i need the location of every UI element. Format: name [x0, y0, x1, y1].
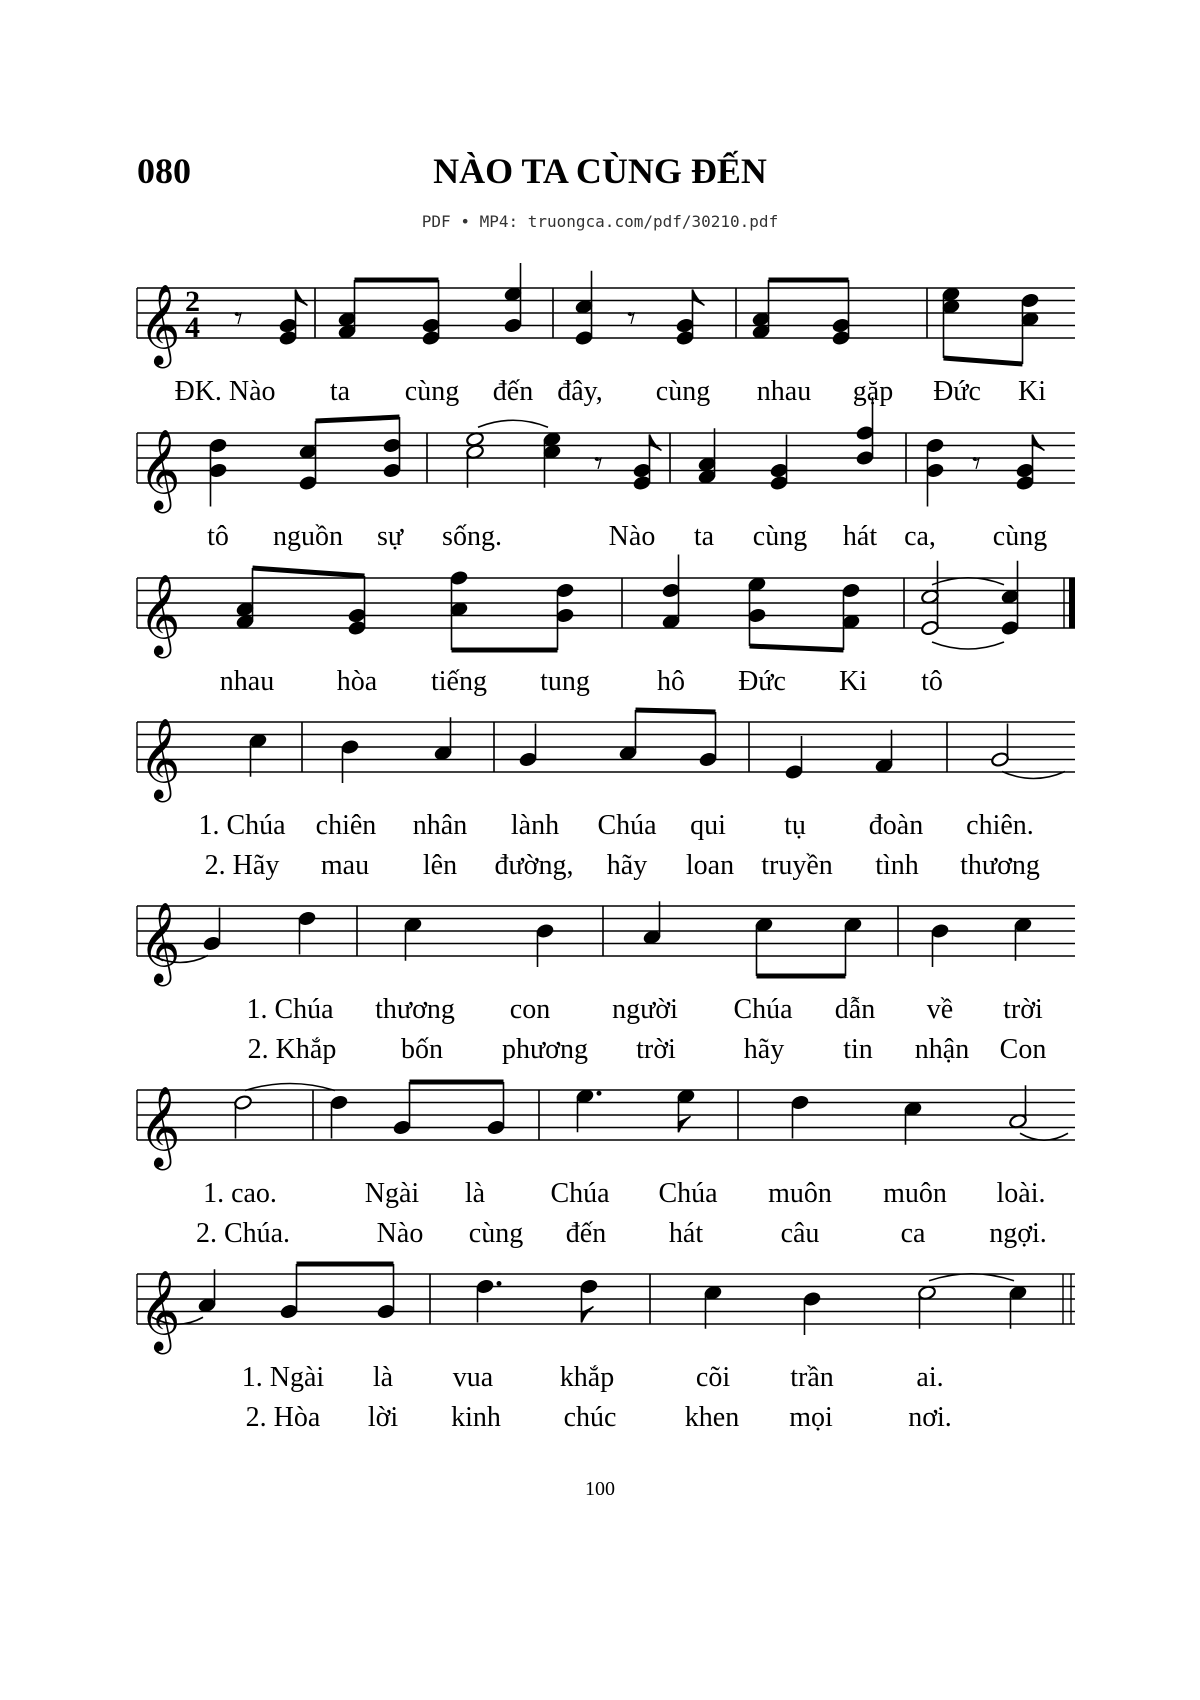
lyric-syllable: gặp — [852, 376, 894, 407]
note-head — [633, 475, 652, 491]
note-head — [676, 318, 695, 334]
note-head — [377, 1304, 396, 1320]
note-head — [383, 438, 402, 454]
lyric-syllable: câu — [780, 1218, 820, 1249]
treble-clef-icon: 𝄞 — [139, 428, 181, 510]
note-head — [383, 463, 402, 479]
lyric-syllable: muôn — [768, 1178, 832, 1209]
note-head — [487, 1120, 506, 1136]
note-beam — [316, 417, 400, 421]
lyric-syllable: hãy — [743, 1034, 785, 1065]
lyric-syllable: đến — [565, 1218, 607, 1249]
staff-system — [137, 397, 1075, 513]
lyric-syllable: Ki — [1018, 376, 1046, 407]
note-beam — [944, 358, 1023, 364]
tie — [478, 420, 548, 427]
treble-clef-icon: 𝄞 — [139, 1085, 181, 1167]
lyric-syllable: hãy — [606, 850, 648, 881]
lyric-syllable: trời — [1003, 994, 1043, 1025]
note-flag — [693, 290, 705, 306]
lyric-syllable: Chúa — [550, 1178, 610, 1209]
note-head — [575, 330, 594, 346]
note-head — [856, 425, 875, 441]
lyric-syllable: lành — [510, 810, 560, 841]
lyric-syllable: người — [612, 994, 678, 1025]
lyric-syllable: đường, — [494, 850, 574, 881]
song-number: 080 — [137, 151, 191, 191]
note-flag — [650, 435, 662, 451]
note-head — [203, 936, 222, 952]
lyric-syllable: chiên — [315, 810, 377, 841]
lyric-syllable: 2. Khắp — [247, 1034, 337, 1065]
lyric-syllable: thương — [375, 994, 455, 1025]
lyric-syllable: ca — [900, 1218, 926, 1249]
lyric-syllable: Con — [999, 1034, 1047, 1065]
lyric-syllable: loài. — [996, 1178, 1046, 1209]
lyric-syllable: là — [464, 1178, 486, 1209]
note-head — [1021, 293, 1040, 309]
tie — [932, 578, 1004, 585]
note-head — [803, 1291, 822, 1307]
lyric-syllable: trời — [636, 1034, 676, 1065]
lyric-syllable: loan — [685, 850, 735, 881]
note-head — [422, 330, 441, 346]
note-head — [791, 1095, 810, 1111]
note-head — [676, 330, 695, 346]
staff-system — [137, 555, 1075, 659]
lyric-syllable: cùng — [404, 376, 460, 407]
lyric-syllable: bốn — [401, 1034, 443, 1065]
lyric-syllable: phương — [502, 1034, 588, 1065]
lyric-syllable: Đức — [738, 666, 786, 697]
note-head — [832, 318, 851, 334]
treble-clef-icon: 𝄞 — [139, 717, 181, 799]
lyric-syllable: hô — [657, 666, 685, 697]
note-head — [330, 1095, 349, 1111]
staff-system — [137, 1082, 1075, 1170]
tie — [1020, 1133, 1068, 1140]
time-signature-bottom: 4 — [185, 311, 200, 344]
lyric-syllable: vua — [452, 1362, 494, 1393]
note-head — [633, 463, 652, 479]
note-head — [280, 1304, 299, 1320]
note-head — [1016, 475, 1035, 491]
eighth-rest-icon: 𝄾 — [972, 443, 982, 484]
lyric-syllable: đoàn — [868, 810, 924, 841]
lyric-syllable: là — [372, 1362, 394, 1393]
staff-system — [137, 1264, 1075, 1354]
lyric-syllable: nhân — [412, 810, 468, 841]
lyric-syllable: nhận — [914, 1034, 970, 1065]
note-head — [299, 475, 318, 491]
lyric-syllable: 2. Hòa — [245, 1402, 321, 1433]
lyric-syllable: đây, — [557, 376, 603, 407]
tie — [929, 1274, 1014, 1281]
lyric-syllable: qui — [690, 810, 726, 841]
note-head — [785, 764, 804, 780]
dot — [497, 1281, 502, 1286]
lyric-syllable: cùng — [655, 376, 711, 407]
lyric-syllable: muôn — [883, 1178, 947, 1209]
lyric-syllable: 1. cao. — [203, 1178, 277, 1209]
treble-clef-icon: 𝄞 — [139, 1269, 181, 1351]
note-head — [348, 620, 367, 636]
lyric-syllable: Ki — [839, 666, 867, 697]
note-head — [279, 330, 298, 346]
lyric-syllable: đến — [492, 376, 534, 407]
note-head — [209, 463, 228, 479]
lyric-syllable: hòa — [336, 666, 378, 697]
time-signature-top: 2 — [185, 285, 200, 318]
treble-clef-icon: 𝄞 — [139, 901, 181, 983]
staff-system — [137, 901, 1075, 986]
note-head — [699, 752, 718, 768]
note-head — [748, 608, 767, 624]
lyric-syllable: kinh — [451, 1402, 501, 1433]
note-head — [209, 438, 228, 454]
note-head — [1016, 463, 1035, 479]
page-number: 100 — [585, 1478, 615, 1500]
note-flag — [679, 1116, 691, 1132]
note-head — [931, 923, 950, 939]
lyric-syllable: Chúa — [597, 810, 657, 841]
eighth-rest-icon: 𝄾 — [234, 298, 244, 339]
lyric-syllable: tung — [540, 666, 590, 697]
lyric-syllable: cõi — [695, 1362, 731, 1393]
note-head — [536, 923, 555, 939]
source-link[interactable]: PDF • MP4: truongca.com/pdf/30210.pdf — [421, 212, 779, 231]
note-head — [556, 608, 575, 624]
lyric-syllable: Ngài — [364, 1178, 420, 1209]
note-head — [856, 450, 875, 466]
note-flag — [582, 1307, 594, 1323]
lyric-syllable: ta — [693, 521, 715, 552]
lyric-syllable: lời — [367, 1402, 399, 1433]
staff-system — [137, 263, 1075, 368]
note-head — [926, 438, 945, 454]
note-head — [234, 1095, 253, 1111]
lyric-syllable: tô — [207, 521, 229, 552]
lyric-syllable: dẫn — [834, 994, 876, 1025]
note-head — [662, 583, 681, 599]
lyric-syllable: cùng — [992, 521, 1048, 552]
note-head — [556, 583, 575, 599]
tie — [932, 642, 1004, 649]
note-head — [519, 752, 538, 768]
lyric-syllable: ta — [329, 376, 351, 407]
note-head — [341, 739, 360, 755]
note-flag — [296, 290, 308, 306]
lyric-syllable: chúc — [563, 1402, 617, 1433]
lyric-syllable: nhau — [219, 666, 275, 697]
note-head — [580, 1279, 599, 1295]
lyric-syllable: truyền — [761, 850, 833, 881]
lyric-syllable: 1. Chúa — [198, 810, 286, 841]
note-head — [422, 318, 441, 334]
lyric-syllable: nhau — [756, 376, 812, 407]
note-head — [348, 608, 367, 624]
note-head — [832, 330, 851, 346]
note-head — [450, 570, 469, 586]
lyric-syllable: về — [926, 994, 954, 1025]
note-beam — [253, 568, 365, 576]
lyric-syllable: 2. Chúa. — [195, 1218, 291, 1249]
lyric-syllable: khen — [684, 1402, 740, 1433]
lyric-syllable: cùng — [468, 1218, 524, 1249]
lyric-syllable: 1. Chúa — [246, 994, 334, 1025]
dot — [597, 1091, 602, 1096]
lyric-syllable: tô — [921, 666, 943, 697]
note-head — [1001, 620, 1020, 636]
note-flag — [1033, 435, 1045, 451]
staff-system — [137, 710, 1075, 802]
lyric-syllable: trần — [790, 1362, 834, 1393]
note-beam — [750, 646, 844, 650]
note-head — [842, 583, 861, 599]
lyric-syllable: hát — [668, 1218, 704, 1249]
lyric-syllable: Chúa — [658, 1178, 718, 1209]
lyric-syllable: ca, — [904, 521, 936, 552]
lyric-syllable: hát — [842, 521, 878, 552]
treble-clef-icon: 𝄞 — [139, 283, 181, 365]
note-head — [476, 1279, 495, 1295]
note-head — [921, 620, 940, 636]
treble-clef-icon: 𝄞 — [139, 573, 181, 655]
lyric-syllable: Chúa — [733, 994, 793, 1025]
eighth-rest-icon: 𝄾 — [594, 443, 604, 484]
lyric-syllable: khắp — [559, 1362, 615, 1393]
note-head — [991, 752, 1010, 768]
lyric-syllable: tin — [843, 1034, 873, 1065]
lyric-syllable: Nào — [608, 521, 656, 552]
lyric-syllable: 1. Ngài — [241, 1362, 325, 1393]
lyric-syllable: tiếng — [431, 666, 487, 697]
lyric-syllable: cùng — [752, 521, 808, 552]
lyric-syllable: 2. Hãy — [204, 850, 280, 881]
lyric-syllable: mọi — [789, 1402, 833, 1433]
lyric-syllable: ngợi. — [989, 1218, 1047, 1249]
lyric-syllable: tình — [875, 850, 919, 881]
note-head — [926, 463, 945, 479]
lyric-syllable: ai. — [916, 1362, 944, 1393]
lyric-syllable: ĐK. Nào — [174, 376, 276, 407]
lyric-syllable: Đức — [933, 376, 981, 407]
lyric-syllable: con — [509, 994, 551, 1025]
lyric-syllable: chiên. — [966, 810, 1034, 841]
lyric-syllable: thương — [960, 850, 1040, 881]
lyric-syllable: nguồn — [273, 521, 343, 552]
lyric-syllable: Nào — [376, 1218, 424, 1249]
lyric-syllable: tụ — [784, 810, 806, 841]
note-head — [279, 318, 298, 334]
lyric-syllable: lên — [422, 850, 458, 881]
note-head — [770, 475, 789, 491]
lyric-syllable: mau — [320, 850, 370, 881]
note-beam — [636, 710, 716, 712]
note-head — [504, 318, 523, 334]
note-head — [770, 463, 789, 479]
note-head — [298, 911, 317, 927]
lyric-syllable: sự — [376, 521, 404, 552]
song-title: NÀO TA CÙNG ĐẾN — [433, 151, 767, 191]
note-head — [393, 1120, 412, 1136]
lyric-syllable: sống. — [442, 521, 502, 552]
eighth-rest-icon: 𝄾 — [627, 298, 637, 339]
lyric-syllable: nơi. — [908, 1402, 952, 1433]
